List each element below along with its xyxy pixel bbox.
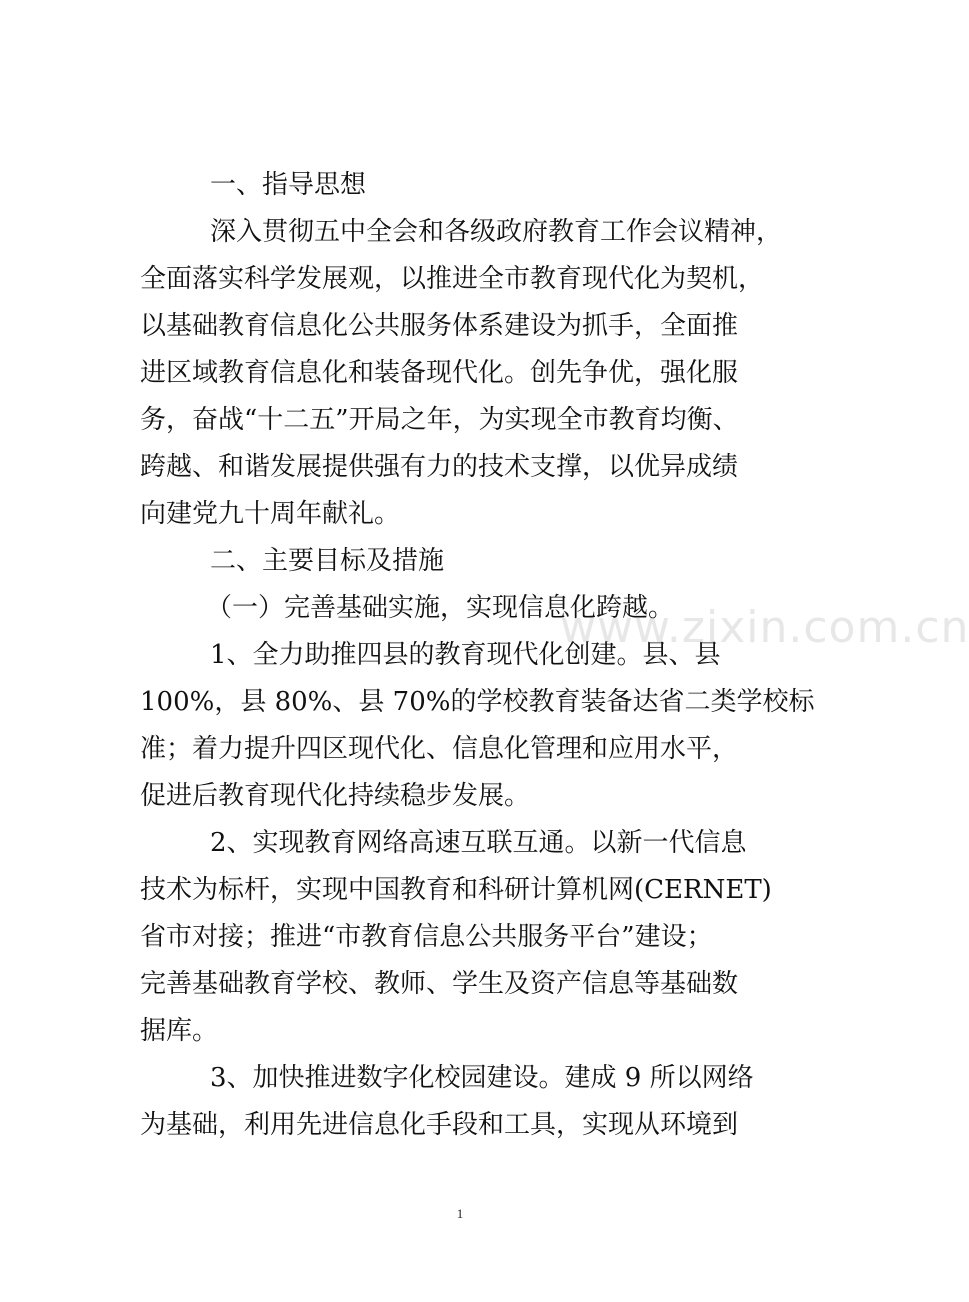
paragraph-line: 为基础，利用先进信息化手段和工具，实现从环境到 bbox=[140, 1110, 739, 1140]
paragraph-line: 以基础教育信息化公共服务体系建设为抓手，全面推 bbox=[140, 311, 739, 341]
paragraph-line: 省市对接；推进“市教育信息公共服务平台”建设； bbox=[140, 922, 713, 952]
paragraph-line: 全面落实科学发展观，以推进全市教育现代化为契机， bbox=[140, 264, 765, 294]
paragraph-line: 深入贯彻五中全会和各级政府教育工作会议精神， bbox=[210, 217, 783, 247]
paragraph-line: 技术为标杆，实现中国教育和科研计算机网(CERNET) bbox=[140, 875, 772, 905]
paragraph-line: 3、加快推进数字化校园建设。建成 9 所以网络 bbox=[210, 1063, 754, 1093]
paragraph-line: 跨越、和谐发展提供强有力的技术支撑，以优异成绩 bbox=[140, 452, 739, 482]
paragraph-line: 据库。 bbox=[140, 1016, 219, 1046]
document-body bbox=[140, 162, 815, 1149]
paragraph-line: 100%，县 80%、县 70%的学校教育装备达省二类学校标 bbox=[140, 687, 815, 717]
paragraph-line: 完善基础教育学校、教师、学生及资产信息等基础数 bbox=[140, 969, 739, 999]
section-heading-main-goals: 二、主要目标及措施 bbox=[210, 546, 445, 576]
section-heading-guiding-ideology: 一、指导思想 bbox=[210, 170, 367, 200]
page-number: 1 bbox=[456, 1206, 464, 1221]
paragraph-line: 向建党九十周年献礼。 bbox=[140, 499, 401, 529]
paragraph-line: 2、实现教育网络高速互联互通。以新一代信息 bbox=[210, 828, 747, 858]
paragraph-line: 进区域教育信息化和装备现代化。创先争优，强化服 bbox=[140, 358, 739, 388]
paragraph-line: 1、全力助推四县的教育现代化创建。县、县 bbox=[210, 640, 721, 670]
subsection-heading: （一）完善基础实施，实现信息化跨越。 bbox=[206, 593, 675, 623]
paragraph-line: 务，奋战“十二五”开局之年，为实现全市教育均衡、 bbox=[140, 405, 739, 435]
paragraph-line: 准；着力提升四区现代化、信息化管理和应用水平， bbox=[140, 734, 739, 764]
paragraph-line: 促进后教育现代化持续稳步发展。 bbox=[140, 781, 531, 811]
watermark: www.zixin.com.cn bbox=[560, 602, 969, 653]
